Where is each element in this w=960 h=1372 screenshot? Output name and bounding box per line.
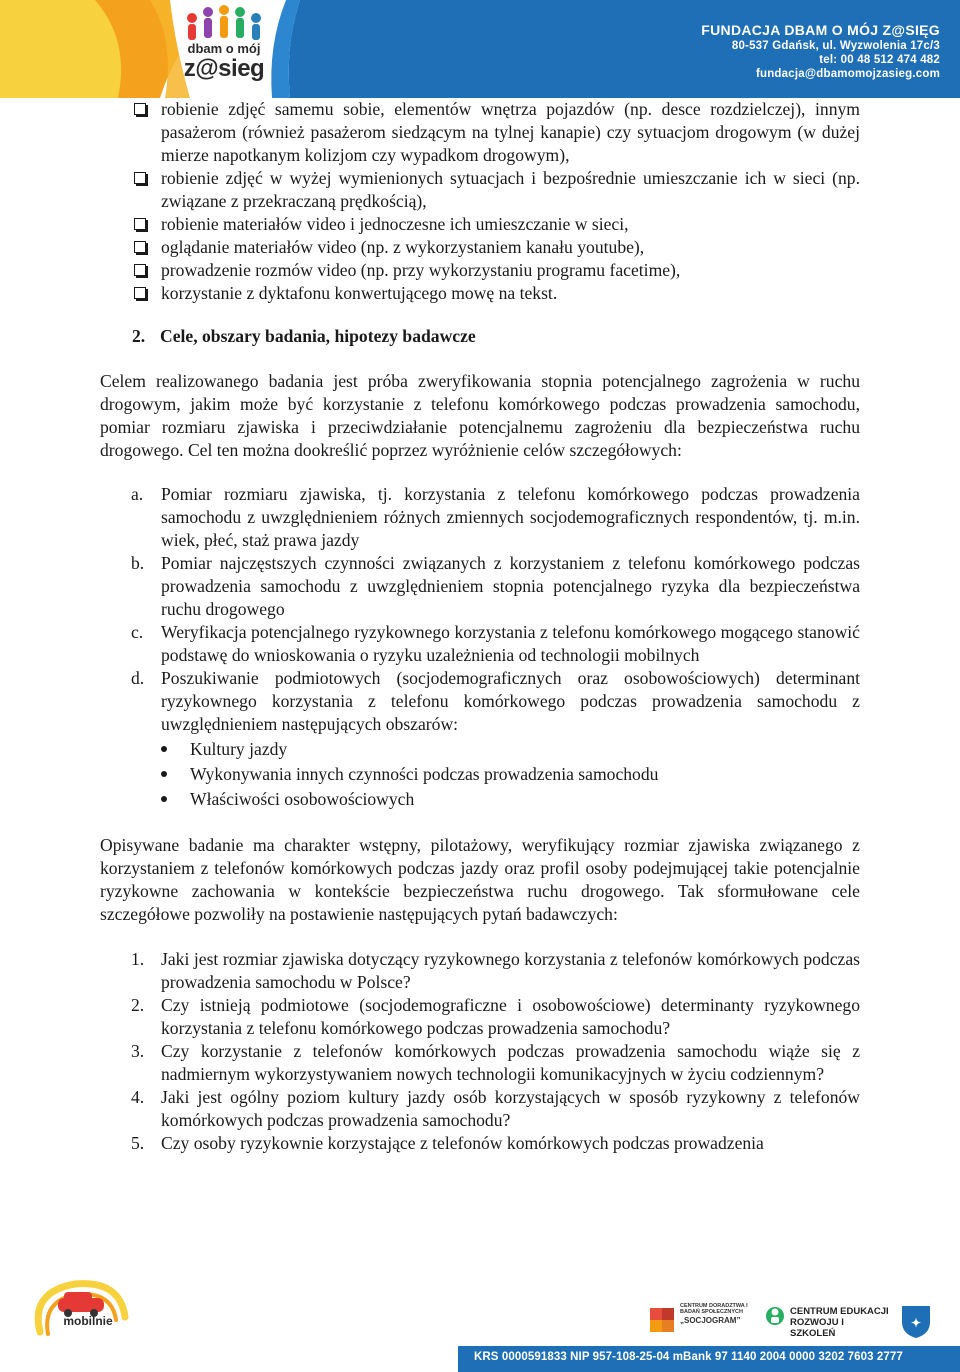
goal-marker: a. [131,484,144,504]
page-footer [0,1272,960,1372]
question-text: Czy osoby ryzykownie korzystające z telefonów komórkowych podczas prowadzenia [161,1133,764,1153]
org-contact [680,22,940,80]
question-number: 2. [131,995,145,1015]
checkbox-icon [134,287,146,299]
question-item [100,994,860,1040]
page-header [0,0,960,98]
goal-item [100,483,860,552]
goal-item [100,552,860,621]
checkbox-icon [134,218,146,230]
svg-text:✦: ✦ [910,1316,922,1330]
centrum-edukacji-label: CENTRUM EDUKACJI ROZWOJU I SZKOLEŃ [790,1306,889,1339]
checkbox-icon [134,264,146,276]
question-item [100,1132,860,1155]
emblem-icon [902,1306,930,1338]
area-text: Wykonywania innych czynności podczas prowadzenia samochodu [190,764,659,784]
goal-item [100,621,860,667]
checklist-text: robienie zdjęć samemu sobie, elementów wnętrza pojazdów (np. desce rozdzielczej), innym pasażerom (również pasażerom siedzącym na tylnej kanapie) czy sytuacjom drogowym (w dużej mierze napotkanym kolizjom czy wypadkom drogowym), [161,99,860,165]
checklist-item [100,167,860,213]
question-item [100,1086,860,1132]
checklist-text: korzystanie z dyktafonu konwertującego mowę na tekst. [161,283,558,303]
checkbox-icon [134,241,146,253]
mobilnie-label: mobilnie [63,1314,113,1328]
checklist-text: robienie materiałów video i jednoczesne ich umieszczanie w sieci, [161,214,629,234]
question-number: 4. [131,1087,145,1107]
question-text: Jaki jest rozmiar zjawiska dotyczący ryzykownego korzystania z telefonów komórkowych podczas prowadzenia samochodu w Polsce? [161,949,860,992]
org-address: 80-537 Gdańsk, ul. Wyzwolenia 17c/3 [731,40,940,52]
goals-list [100,483,860,812]
paragraph-goals: Celem realizowanego badania jest próba zweryfikowania stopnia potencjalnego zagrożenia w ruchu drogowym, jakim może być korzystanie z telefonu komórkowego podczas prowadzenia samochodu, pomiar rozmiaru zjawiska i przeciwdziałanie potencjalnemu zagrożeniu dla bezpieczeństwa ruchu drogowego. Cel ten można dookreślić poprzez wyróżnienie celów szczegółowych: [100,371,860,460]
foundation-logo [181,42,267,81]
question-text: Jaki jest ogólny poziom kultury jazdy osób korzystających w sposób ryzykowny z telefonów komórkowych podczas prowadzenia samochodu? [161,1087,860,1130]
section-heading [100,325,860,348]
goal-text: Weryfikacja potencjalnego ryzykownego korzystania z telefonu komórkowego mogącego stanowić podstawę do wnioskowania o ryzyku uzależnienia od technologii mobilnych [161,622,860,665]
goal-marker: d. [131,668,145,688]
bullet-icon [161,796,167,802]
goal-text: Pomiar najczęstszych czynności związanych z korzystaniem z telefonu komórkowego podczas prowadzenia samochodu z uwzględnieniem stopnia potencjalnego ryzyka dla bezpieczeństwa ruchu drogowego [161,553,860,619]
goal-text: Poszukiwanie podmiotowych (socjodemograficznych oraz osobowościowych) determinant ryzykownego korzystania z telefonu komórkowego podczas prowadzenia samochodu z uwzględnieniem następujących obszarów: [161,668,860,734]
checklist-item [100,236,860,259]
question-number: 5. [131,1133,145,1153]
goal-marker: b. [131,553,145,573]
checkbox-icon [134,172,146,184]
org-name: FUNDACJA DBAM O MÓJ Z@SIĘG [701,22,940,38]
paragraph-description: Opisywane badanie ma charakter wstępny, pilotażowy, weryfikujący rozmiar zjawiska związanego z korzystaniem z telefonów komórkowych podczas jazdy oraz profil osoby podejmującej takie potencjalnie ryzykowne zachowania w kontekście bezpieczeństwa ruchu drogowego. Tak sformułowane cele szczegółowe pozwoliły na postawienie następujących pytań badawczych: [100,835,860,924]
checklist-text: robienie zdjęć w wyżej wymienionych sytuacjach i bezpośrednie umieszczanie ich w sieci (np. związane z przekraczaną prędkością), [161,168,860,211]
section-title: Cele, obszary badania, hipotezy badawcze [160,326,476,346]
socjogram-logo [680,1304,750,1325]
goal-marker: c. [131,622,144,642]
question-number: 3. [131,1041,145,1061]
logo-line-2: z@sieg [183,55,265,82]
socjogram-logo-icon [650,1308,674,1332]
org-email: fundacja@dbamomojzasieg.com [755,68,940,80]
checklist-text: prowadzenie rozmów video (np. przy wykorzystaniu programu facetime), [161,260,681,280]
areas-list [161,737,860,812]
question-number: 1. [131,949,145,969]
document-body [100,98,860,1155]
area-item [161,737,860,762]
research-questions-list [100,948,860,1155]
goal-text: Pomiar rozmiaru zjawiska, tj. korzystania z telefonu komórkowego podczas prowadzenia samochodu z uwzględnieniem różnych zmiennych socjodemograficznych respondentów, tj. m.in. wiek, płeć, staż prawa jazdy [161,484,860,550]
question-item [100,1040,860,1086]
area-text: Właściwości osobowościowych [190,789,415,809]
section-number: 2. [132,326,146,346]
org-phone: tel: 00 48 512 474 482 [819,54,940,66]
bullet-icon [161,771,167,777]
checklist-text: oglądanie materiałów video (np. z wykorzystaniem kanału youtube), [161,237,645,257]
centrum-edukacji-logo-icon [766,1307,784,1325]
bank-details: KRS 0000591833 NIP 957-108-25-04 mBank 97 1140 2004 0000 3202 7603 2777 [474,1351,903,1363]
checkbox-icon [134,103,146,115]
checklist-item [100,213,860,236]
area-item [161,787,860,812]
bullet-icon [161,746,167,752]
area-item [161,762,860,787]
question-text: Czy korzystanie z telefonów komórkowych podczas prowadzenia samochodu wiąże się z nadmiernym wykorzystywaniem nowych technologii komunikacyjnych w życiu codziennym? [161,1041,860,1084]
checklist-item [100,259,860,282]
question-item [100,948,860,994]
checklist-item [100,98,860,167]
question-text: Czy istnieją podmiotowe (socjodemograficzne i osobowościowe) determinanty ryzykownego korzystania z telefonu komórkowego podczas prowadzenia samochodu? [161,995,860,1038]
goal-item [100,667,860,812]
checklist-item [100,282,860,305]
area-text: Kultury jazdy [190,739,288,759]
socjogram-subtitle: CENTRUM DORADZTWA I BADAŃ SPOŁECZNYCH [680,1303,748,1315]
logo-line-1: dbam o mój [187,41,261,56]
activity-checklist [100,98,860,305]
socjogram-name: „SOCJOGRAM” [680,1315,741,1325]
